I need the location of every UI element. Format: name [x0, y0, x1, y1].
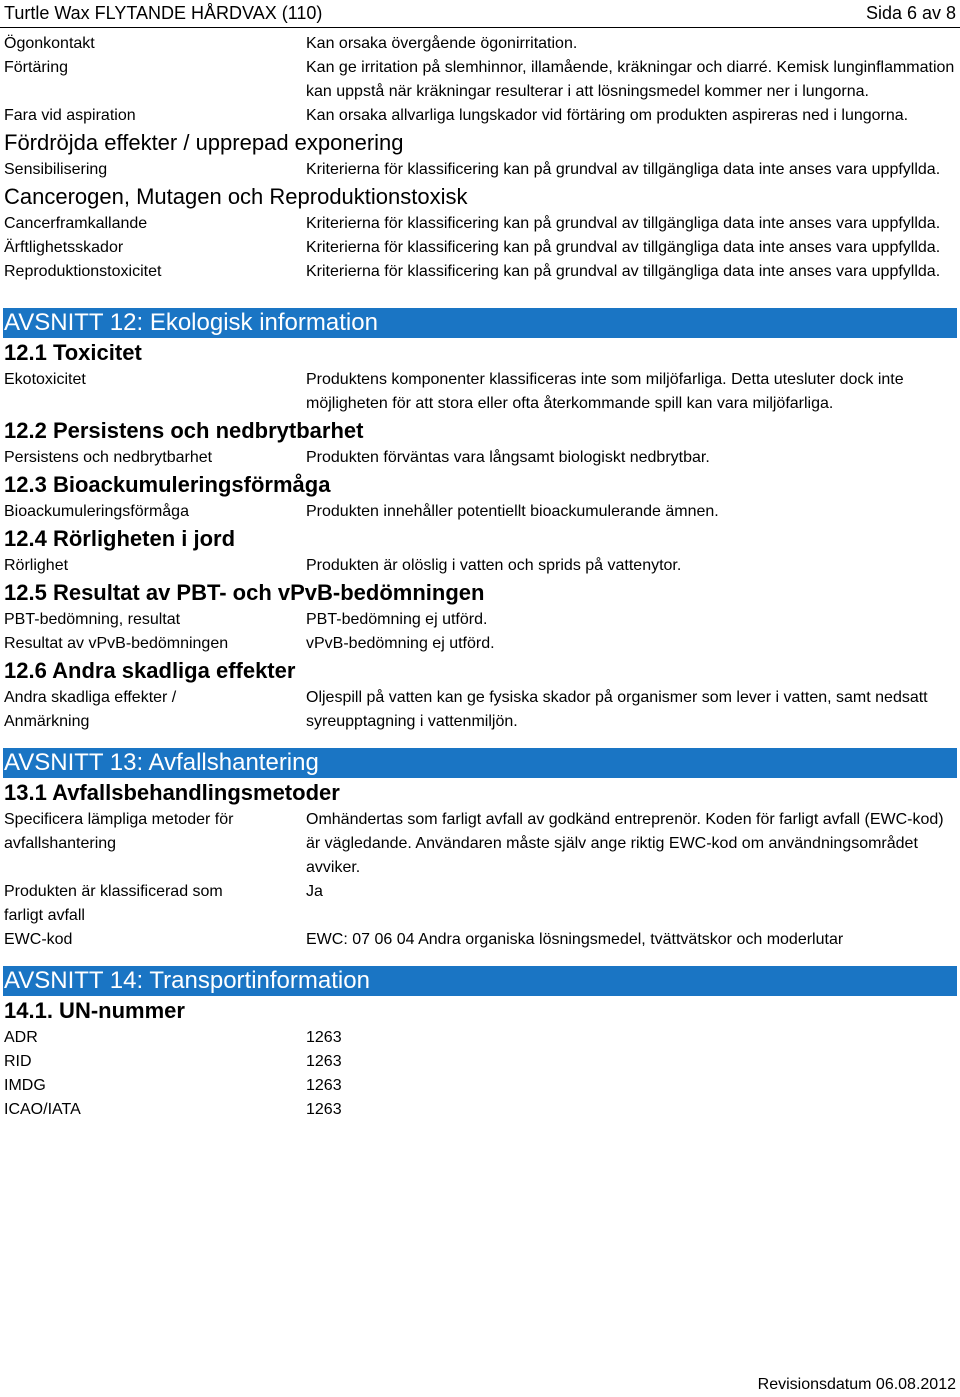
field-row — [4, 158, 956, 182]
subsection-title: UN-nummer — [52, 998, 185, 1023]
field-row — [4, 212, 956, 236]
field-label: Resultat av vPvB-bedömningen — [4, 635, 229, 652]
subsection-number: 12.3 — [4, 472, 47, 497]
field-row — [4, 632, 956, 656]
field-value: Oljespill på vatten kan ge fysiska skador på organismer som lever i vatten, samt nedsatt syreupptagning i vattenmiljön. — [306, 689, 928, 730]
field-row — [4, 32, 956, 56]
field-value: Kriterierna för klassificering kan på grundval av tillgängliga data inte anses vara uppfyllda. — [306, 263, 941, 280]
field-value: 1263 — [306, 1029, 342, 1046]
subsection-number: 13.1 — [4, 780, 47, 805]
field-value: EWC: 07 06 04 Andra organiska lösningsmedel, tvättvätskor och moderlutar — [306, 931, 844, 948]
field-label: Cancerframkallande — [4, 215, 148, 232]
subsection-title: Toxicitet — [46, 340, 142, 365]
field-value: 1263 — [306, 1101, 342, 1118]
field-label: Förtäring — [4, 59, 69, 76]
field-row — [4, 1074, 956, 1098]
spacer — [4, 284, 956, 308]
field-row — [4, 686, 956, 734]
field-row — [4, 1026, 956, 1050]
document-body — [4, 32, 956, 1122]
subsection-12-6 — [4, 656, 956, 686]
subsection-title: Bioackumuleringsförmåga — [46, 472, 331, 497]
field-row — [4, 554, 956, 578]
field-label: PBT-bedömning, resultat — [4, 611, 181, 628]
field-row — [4, 236, 956, 260]
field-value: Kan orsaka övergående ögonirritation. — [306, 35, 578, 52]
subheading-cmr: Cancerogen, Mutagen och Reproduktionstoxisk — [4, 184, 468, 209]
field-label: Andra skadliga effekter / Anmärkning — [4, 689, 177, 730]
field-label: Rörlighet — [4, 557, 69, 574]
header-divider — [0, 27, 960, 28]
field-label: Bioackumuleringsförmåga — [4, 503, 189, 520]
spacer — [4, 734, 956, 748]
field-value: Kan orsaka allvarliga lungskador vid förtäring om produkten aspireras ned i lungorna. — [306, 107, 909, 124]
subsection-title: Resultat av PBT- och vPvB-bedömningen — [46, 580, 485, 605]
subsection-title: Rörligheten i jord — [46, 526, 236, 551]
subsection-number: 14.1. — [4, 998, 53, 1023]
field-value: 1263 — [306, 1077, 342, 1094]
field-label: Ekotoxicitet — [4, 371, 86, 388]
subsection-12-1 — [4, 338, 956, 368]
field-value: Kriterierna för klassificering kan på grundval av tillgängliga data inte anses vara uppfyllda. — [306, 215, 941, 232]
page-number: Sida 6 av 8 — [865, 3, 956, 23]
field-label: Ärftlighetsskador — [4, 239, 124, 256]
subsection-number: 12.5 — [4, 580, 47, 605]
field-value: Kan ge irritation på slemhinnor, illamående, kräkningar och diarré. Kemisk lunginflammation kan uppstå när kräkningar resulterar i att lösningsmedel kommer ner i lungorna. — [306, 59, 955, 100]
field-row — [4, 56, 956, 104]
field-value: Kriterierna för klassificering kan på grundval av tillgängliga data inte anses vara uppfyllda. — [306, 239, 941, 256]
field-row — [4, 1098, 956, 1122]
field-value: Produktens komponenter klassificeras inte som miljöfarliga. Detta utesluter dock inte möjligheten för att stora eller ofta återkommande spill kan vara miljöfarliga. — [306, 371, 904, 412]
field-value: Produkten innehåller potentiellt bioackumulerande ämnen. — [306, 503, 719, 520]
section-header-12: AVSNITT 12: Ekologisk information — [3, 308, 957, 338]
field-row — [4, 880, 956, 928]
field-label: Reproduktionstoxicitet — [4, 263, 162, 280]
subsection-12-5 — [4, 578, 956, 608]
field-label: Produkten är klassificerad som farligt avfall — [4, 883, 223, 924]
field-label: Ögonkontakt — [4, 35, 95, 52]
subsection-number: 12.1 — [4, 340, 47, 365]
field-value: Ja — [306, 883, 323, 900]
field-value: PBT-bedömning ej utförd. — [306, 611, 488, 628]
page-header — [4, 2, 956, 24]
field-row — [4, 368, 956, 416]
field-value: Omhändertas som farligt avfall av godkänd entreprenör. Koden för farligt avfall (EWC-kod) är vägledande. Användaren måste själv ange riktig EWC-kod om användningsområdet avviker. — [306, 811, 944, 876]
field-value: Kriterierna för klassificering kan på grundval av tillgängliga data inte anses vara uppfyllda. — [306, 161, 941, 178]
field-label: Sensibilisering — [4, 161, 108, 178]
subsection-13-1 — [4, 778, 956, 808]
subsection-number: 12.2 — [4, 418, 47, 443]
subsection-number: 12.4 — [4, 526, 47, 551]
field-row — [4, 608, 956, 632]
field-label: RID — [4, 1053, 32, 1070]
subsection-12-3 — [4, 470, 956, 500]
field-label: ICAO/IATA — [4, 1101, 81, 1118]
subsection-number: 12.6 — [4, 658, 47, 683]
revision-date: Revisionsdatum 06.08.2012 — [757, 1376, 956, 1393]
section-header-14: AVSNITT 14: Transportinformation — [3, 966, 957, 996]
field-label: EWC-kod — [4, 931, 73, 948]
field-row — [4, 260, 956, 284]
section-header-13: AVSNITT 13: Avfallshantering — [3, 748, 957, 778]
subsection-14-1 — [4, 996, 956, 1026]
field-row — [4, 500, 956, 524]
field-label: Fara vid aspiration — [4, 107, 136, 124]
field-value: vPvB-bedömning ej utförd. — [306, 635, 495, 652]
spacer — [4, 952, 956, 966]
field-row — [4, 446, 956, 470]
field-row — [4, 808, 956, 880]
subsection-12-4 — [4, 524, 956, 554]
subsection-12-2 — [4, 416, 956, 446]
field-label: IMDG — [4, 1077, 46, 1094]
field-label: ADR — [4, 1029, 38, 1046]
field-row — [4, 928, 956, 952]
field-value: 1263 — [306, 1053, 342, 1070]
subheading-delayed-effects: Fördröjda effekter / upprepad exponering — [4, 130, 404, 155]
field-value: Produkten förväntas vara långsamt biologiskt nedbrytbar. — [306, 449, 710, 466]
field-row — [4, 104, 956, 128]
field-label: Persistens och nedbrytbarhet — [4, 449, 213, 466]
field-row — [4, 1050, 956, 1074]
field-label: Specificera lämpliga metoder för avfallshantering — [4, 811, 234, 852]
subsection-title: Andra skadliga effekter — [46, 658, 296, 683]
subsection-title: Avfallsbehandlingsmetoder — [46, 780, 340, 805]
document-title: Turtle Wax FLYTANDE HÅRDVAX (110) — [4, 3, 323, 23]
subsection-title: Persistens och nedbrytbarhet — [46, 418, 364, 443]
field-value: Produkten är olöslig i vatten och sprids på vattenytor. — [306, 557, 682, 574]
